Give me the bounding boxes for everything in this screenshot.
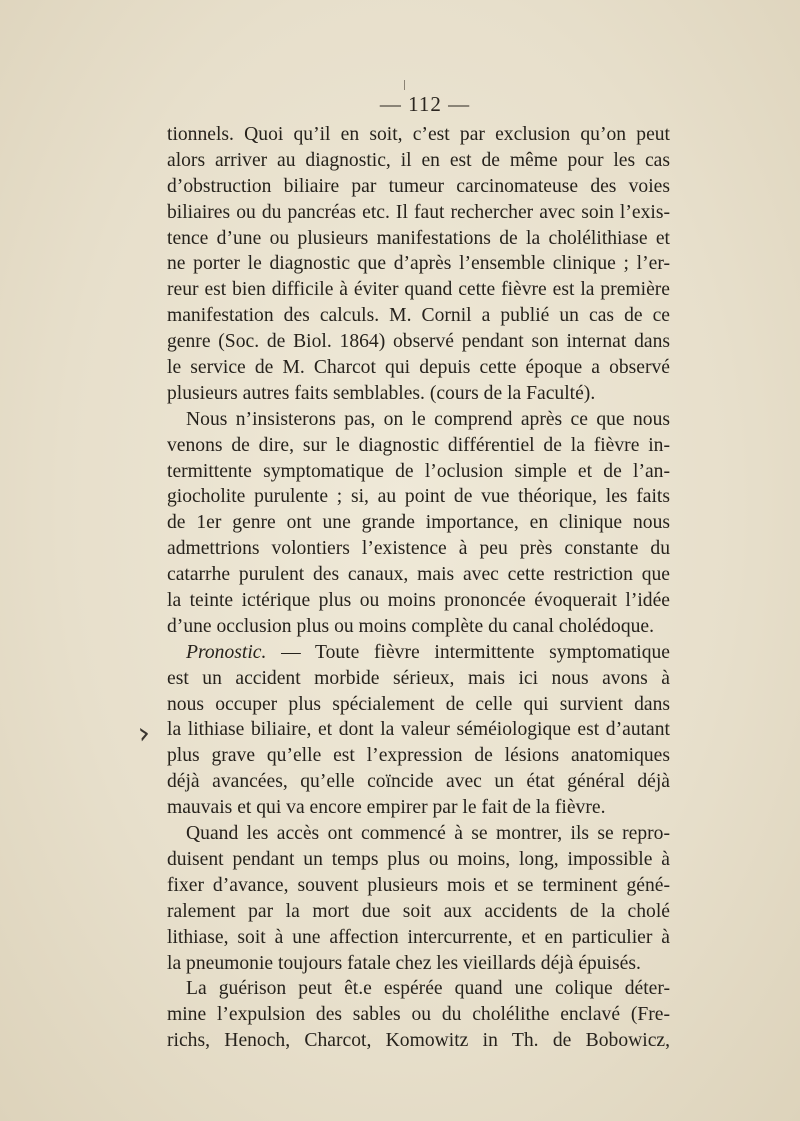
text-line-content: manifestation des calculs. M. Cornil a publié un cas de ce [167,305,670,327]
text-line-content: tence d’une ou plusieurs manifestations de la cholélithiase et [167,227,670,249]
text-line-content: termittente symptomatique de l’oclusion simple et de l’an- [167,460,670,482]
body-text [167,122,670,1054]
text-line [167,562,670,588]
text-line-content: la pneumonie toujours fatale chez les vieillards déjà épuisés. [167,952,641,974]
text-line [167,251,670,277]
text-line [167,303,670,329]
text-line [167,381,670,407]
text-line [167,122,670,148]
text-line [167,925,670,951]
text-line [167,640,670,666]
text-line-content: catarrhe purulent des canaux, mais avec cette restriction que [167,564,670,586]
text-line-content: mauvais et qui va encore empirer par le fait de la fièvre. [167,797,606,819]
text-line [167,821,670,847]
text-line [167,769,670,795]
text-line [167,795,670,821]
text-line-content: mine l’expulsion des sables ou du cholélithe enclavé (Fre- [167,1004,670,1026]
text-line [167,459,670,485]
text-line-content: alors arriver au diagnostic, il en est de même pour les cas [167,149,670,171]
text-line [167,951,670,977]
text-line-content: est un accident morbide sérieux, mais ici nous avons à [167,667,670,689]
text-line-content: duisent pendant un temps plus ou moins, long, impossible à [167,848,670,870]
text-line-content: le service de M. Charcot qui depuis cette époque a observé [167,357,670,379]
text-line [167,899,670,925]
text-line [167,329,670,355]
text-line-content: — Toute fièvre intermittente symptomatique [281,641,670,663]
text-line-content: biliaires ou du pancréas etc. Il faut rechercher avec soin l’exis- [167,201,670,223]
text-line [167,847,670,873]
text-line-content: plus grave qu’elle est l’expression de lésions anatomiques [167,745,670,767]
text-line-content: tionnels. Quoi qu’il en soit, c’est par exclusion qu’on peut [167,124,670,145]
text-line-content: Nous n’insisterons pas, on le comprend après ce que nous [186,408,670,430]
text-line [167,200,670,226]
text-line-content: admettrions volontiers l’existence à peu près constante du [167,538,670,560]
text-line [167,976,670,1002]
text-line-content: la teinte ictérique plus ou moins prononcée évoquerait l’idée [167,590,670,612]
text-line [167,717,670,743]
text-line-content: giocholite purulente ; si, au point de vue théorique, les faits [167,486,670,508]
text-line [167,1028,670,1054]
text-line-content: d’une occlusion plus ou moins complète du canal cholédoque. [167,615,655,637]
page-number: — 112 — [379,92,471,116]
text-line-content: ne porter le diagnostic que d’après l’ensemble clinique ; l’er- [167,253,670,275]
text-line-content: genre (Soc. de Biol. 1864) observé pendant son internat dans [167,331,670,353]
text-line [167,226,670,252]
text-line [167,433,670,459]
text-line [167,743,670,769]
text-line [167,148,670,174]
text-line-content: richs, Henoch, Charcot, Komowitz in Th. de Bobowicz, [167,1030,670,1052]
text-line [167,407,670,433]
text-line-content: nous occuper plus spécialement de celle qui survient dans [167,693,670,715]
top-tick-mark [404,80,405,90]
text-line [167,614,670,640]
text-line-content: déjà avancées, qu’elle coïncide avec un état général déjà [167,771,670,793]
text-line-content: La guérison peut êt.e espérée quand une colique déter- [186,978,670,1000]
text-line [167,588,670,614]
text-line [167,174,670,200]
text-line [167,536,670,562]
text-line-content: de 1er genre ont une grande importance, en clinique nous [167,512,670,534]
text-line [167,277,670,303]
text-line [167,873,670,899]
text-line-content: ralement par la mort due soit aux accidents de la cholé [167,900,670,922]
text-line-content: Quand les accès ont commencé à se montrer, ils se repro- [186,823,670,845]
text-line-content: d’obstruction biliaire par tumeur carcinomateuse des voies [167,175,670,197]
text-line-content: reur est bien difficile à éviter quand cette fièvre est la première [167,279,670,301]
text-line-content: lithiase, soit à une affection intercurrente, et en particulier à [167,926,670,948]
text-line [167,666,670,692]
text-line-content: venons de dire, sur le diagnostic différentiel de la fièvre in- [167,434,670,456]
text-line-content: plusieurs autres faits semblables. (cours de la Faculté). [167,382,596,404]
text-line [167,692,670,718]
margin-arrow-mark: › [135,715,153,752]
section-heading-pronostic: Pronostic. [186,641,267,663]
text-line-content: la lithiase biliaire, et dont la valeur séméiologique est d’autant [167,719,670,741]
text-line-content: fixer d’avance, souvent plusieurs mois et se terminent géné- [167,874,670,896]
text-line [167,484,670,510]
text-line [167,1002,670,1028]
text-line [167,355,670,381]
text-line [167,510,670,536]
